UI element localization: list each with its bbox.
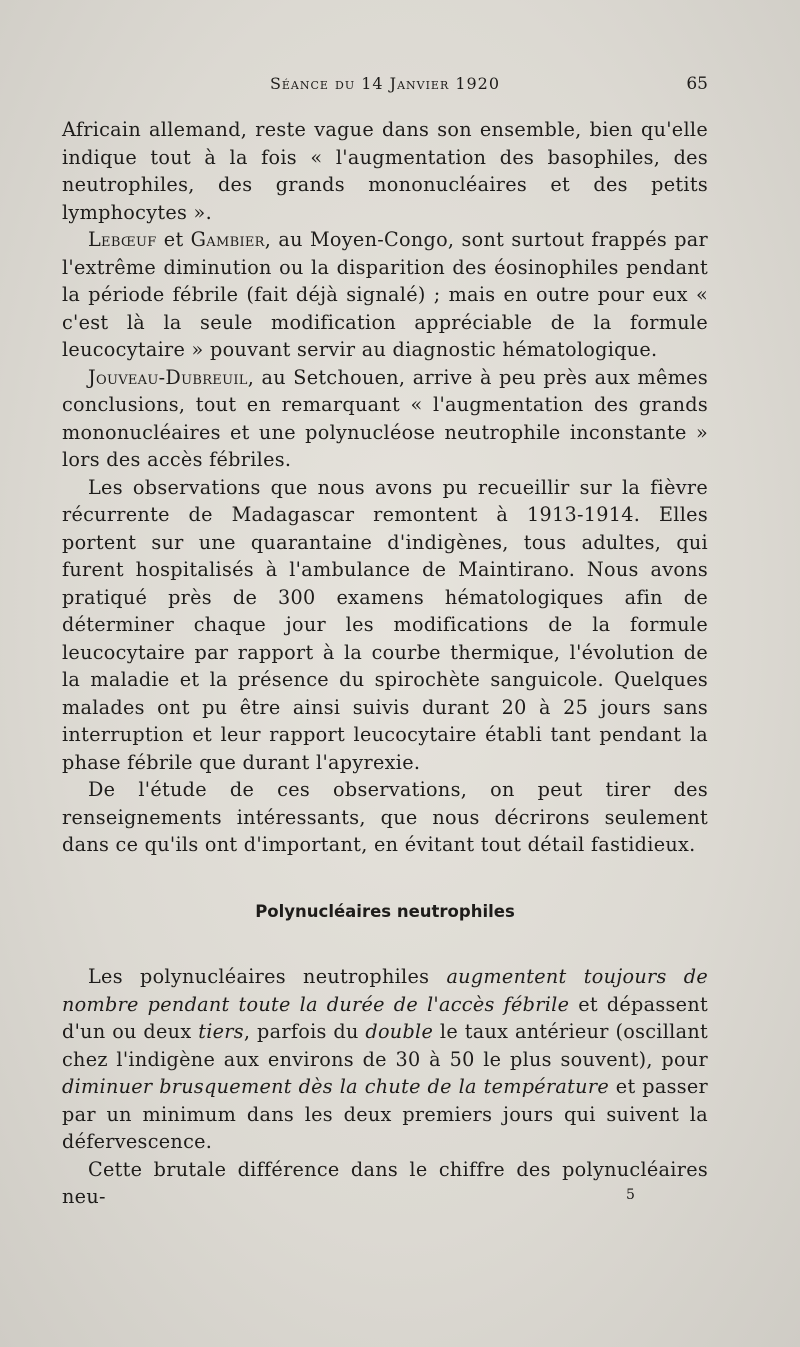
running-title: Séance du 14 Janvier 1920 — [269, 74, 501, 93]
paragraph-3-text: , au Setchouen, arrive à peu près aux mêmes conclusions, tout en remarquant « l'augmentation des grands mononucléaires et une polynucléose neutrophile inconstante » lors des accès fébriles. — [62, 365, 708, 471]
p6-i: et passer par un minimum dans les deux premiers jours qui suivent la défervescence. — [62, 1075, 708, 1153]
author-jouveau-dubreuil: Jouveau-Dubreuil — [88, 365, 248, 389]
author-gambier: Gambier — [190, 228, 265, 251]
paragraph-2-text: , au Moyen-Congo, sont surtout frappés par l'extrême diminution ou la disparition des éosinophiles pendant la période fébrile (fait déjà signalé) ; mais en outre pour eux « c'est là la seule modification appréciable de la formule leucocytaire » pouvant servir au diagnostic hématologique. — [62, 228, 708, 361]
conjunction: et — [156, 228, 191, 251]
p6-emphasis-4: diminuer brusquement dès la chute de la température — [62, 1075, 609, 1098]
p6-a: Les polynucléaires neutrophiles — [88, 965, 447, 988]
author-leboeuf: Lebœuf — [88, 228, 157, 251]
p6-emphasis-2: tiers — [198, 1020, 244, 1043]
running-head — [62, 74, 708, 98]
paragraph-2 — [62, 226, 708, 364]
paragraph-7: Cette brutale différence dans le chiffre des polynucléaires neu- — [62, 1157, 708, 1208]
page-number: 65 — [686, 74, 708, 94]
p6-g: le taux antérieur (oscillant chez l'indigène aux environs de 30 à 50 le plus souvent), pour — [62, 1020, 708, 1071]
section-heading: Polynucléaires neutrophiles — [255, 902, 515, 921]
section-text — [62, 963, 708, 1211]
paragraph-5: De l'étude de ces observations, on peut tirer des renseignements intéressants, que nous décrirons seulement dans ce qu'ils ont d'important, en évitant tout détail fastidieux. — [62, 778, 708, 856]
p6-c: et dépassent d'un ou deux — [62, 992, 708, 1043]
p6-e: , parfois du — [243, 1020, 366, 1043]
paragraph-3 — [62, 364, 708, 474]
paragraph-4: Les observations que nous avons pu recueillir sur la fièvre récurrente de Madagascar remontent à 1913-1914. Elles portent sur une quarantaine d'indigènes, tous adultes, qui furent hospitalisés à l'ambulance de Maintirano. Nous avons pratiqué près de 300 examens hématologiques afin de déterminer chaque jour les modifications de la formule leucocytaire par rapport à la courbe thermique, l'évolution de la maladie et la présence du spirochète sanguicole. Quelques malades ont pu être ainsi suivis durant 20 à 25 jours sans interruption et leur rapport leucocytaire établi tant pendant la phase fébrile que durant l'apyrexie. — [62, 475, 708, 774]
paragraph-1: Africain allemand, reste vague dans son ensemble, bien qu'elle indique tout à la fois « l'augmentation des basophiles, des neutrophiles, des grands mononucléaires et des petits lymphocytes ». — [62, 118, 708, 224]
p6-emphasis-3: double — [365, 1020, 434, 1043]
signature-mark: 5 — [626, 1187, 635, 1203]
p6-emphasis-1: augmentent toujours de nombre pendant toute la durée de l'accès fébrile — [62, 965, 708, 1016]
paragraph-6 — [62, 963, 708, 1156]
main-text — [62, 116, 708, 859]
